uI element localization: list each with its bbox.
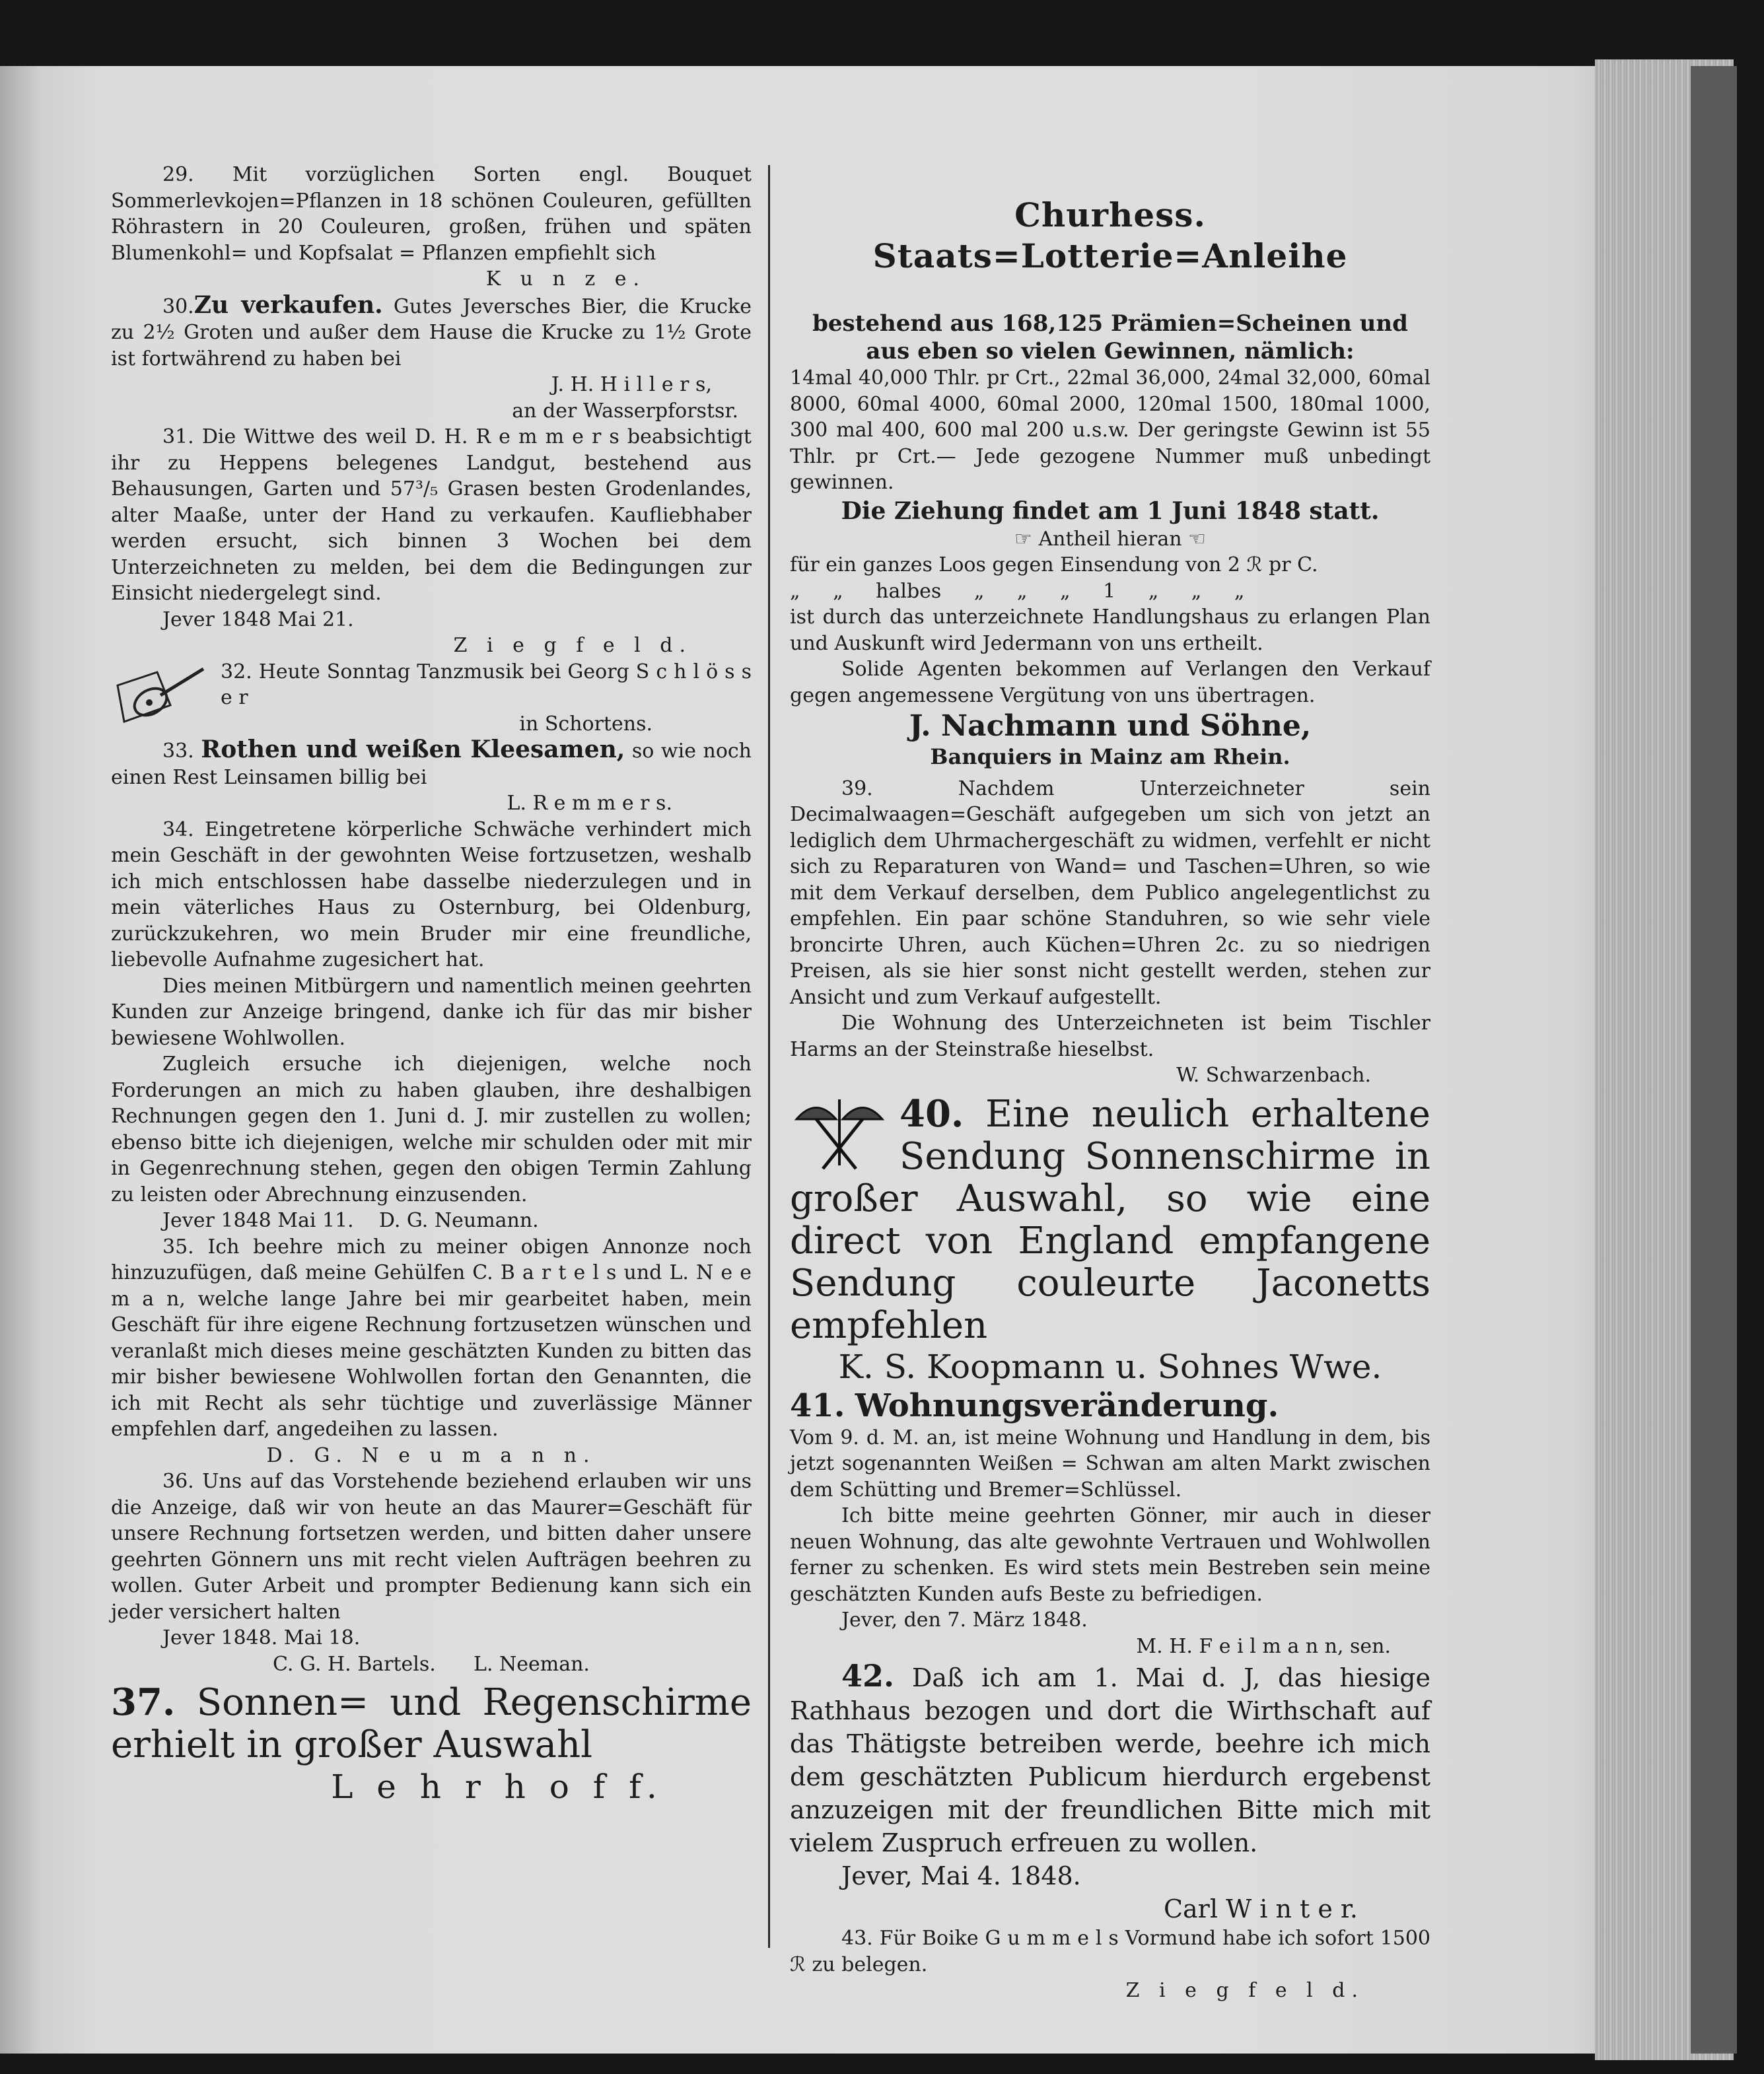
ad-39-paragraph-1: 39. Nachdem Unterzeichneter sein Decimalwaagen=Geschäft aufgegeben um sich von jetzt an lediglich dem Uhrmachergeschäft zu widmen, verfehlt er nicht sich zu Reparaturen von Wand= und Taschen=Uhren, so wie mit dem Verkauf derselben, dem Publico angelegentlichst zu empfehlen. Ein paar schöne Standuhren, so wie sehr viele broncirte Uhren, auch Küchen=Uhren 2c. zu so niedrigen Preisen, als sie hier sonst nicht gestellt werden, stehen zur Ansicht und zum Verkauf aufgestellt. <box>790 777 1430 1009</box>
ad-32-text: 32. Heute Sonntag Tanzmusik bei Georg S c h l ö s s e r <box>221 660 752 709</box>
ad-31-signature: Z i e g f e l d. <box>453 634 692 657</box>
ad-43: 43. Für Boike G u m m e l s Vormund habe ich sofort 1500 ℛ zu belegen. <box>790 1927 1430 1976</box>
parasol-icon <box>790 1093 889 1172</box>
lottery-subtitle-2: aus eben so vielen Gewinnen, nämlich: <box>866 338 1355 364</box>
ad-36: 36. Uns auf das Vorstehende beziehend erlauben wir uns die Anzeige, daß wir von heute an das Maurer=Geschäft für unsere Rechnung fortsetzen werden, und bitten daher unsere geehrten Gönnern uns mit recht vielen Aufträgen beehren zu wollen. Guter Arbeit und prompter Bedienung kann sich ein jeder versichert halten <box>111 1470 752 1624</box>
ad-31-date: Jever 1848 Mai 21. <box>162 607 354 631</box>
lottery-line-2: „ „ halbes „ „ „ 1 „ „ „ <box>790 579 1245 603</box>
lottery-draw-date: Die Ziehung findet am 1 Juni 1848 statt. <box>841 497 1380 525</box>
lottery-bank: Banquiers in Mainz am Rhein. <box>930 744 1290 769</box>
ad-33-number: 33. <box>162 740 194 763</box>
ad-41-heading-line <box>790 1387 1430 1425</box>
ad-33-heading: Rothen und weißen Kleesamen, <box>201 736 625 763</box>
ad-42-date: Jever, Mai 4. 1848. <box>841 1861 1081 1890</box>
ad-33-signature: L. R e m m e r s. <box>507 792 672 815</box>
ad-41-paragraph-1: Vom 9. d. M. an, ist meine Wohnung und Handlung in dem, bis jetzt sogenannten Weißen = Schwan am alten Markt zwischen dem Schütting und Bremer=Schlüssel. <box>790 1426 1430 1502</box>
ad-41-heading: Wohnungsveränderung. <box>855 1387 1279 1424</box>
ad-34-paragraph-3: Zugleich ersuche ich diejenigen, welche noch Forderungen an mich zu haben glauben, ihre deshalbigen Rechnungen gegen den 1. Juni d. J. mir zustellen zu wollen; ebenso bitte ich diejenigen, welche mir schulden oder mit mir in Gegenrechnung stehen, gegen den obigen Termin Zahlung zu leisten oder Abrechnung einzusenden. <box>111 1053 752 1206</box>
ad-40 <box>790 1093 1430 1347</box>
ad-41-signature: M. H. F e i l m a n n, sen. <box>1136 1634 1391 1658</box>
ad-30-signature-name: J. H. H i l l e r s, <box>551 373 712 396</box>
lottery-line-3: ist durch das unterzeichnete Handlungshaus zu erlangen Plan und Auskunft wird Jedermann von uns ertheilt. <box>790 605 1430 655</box>
lottery-title: Churhess. Staats=Lotterie=Anleihe <box>872 195 1348 275</box>
ad-30 <box>111 293 752 372</box>
ad-34-date: Jever 1848 Mai 11. <box>162 1209 354 1232</box>
ad-32 <box>111 659 752 738</box>
ad-42-number: 42. <box>841 1658 895 1694</box>
ad-29: 29. Mit vorzüglichen Sorten engl. Bouquet Sommerlevkojen=Pflanzen in 18 schönen Couleuren, gefüllten Röhrastern in 20 Couleuren, großen, frühen und späten Blumenkohl= und Kopfsalat = Pflanzen empfiehlt sich <box>111 163 752 265</box>
ad-36-date: Jever 1848. Mai 18. <box>162 1626 361 1649</box>
ad-29-signature: K u n z e. <box>485 267 646 291</box>
ad-30-heading: Zu verkaufen. <box>194 291 383 319</box>
ad-37-signature: L e h r h o f f. <box>331 1768 664 1806</box>
lottery-share: ☞ Antheil hieran ☜ <box>1014 527 1206 551</box>
ad-41-paragraph-2: Ich bitte meine geehrten Gönner, mir auch in dieser neuen Wohnung, das alte gewohnte Vertrauen und Wohlwollen ferner zu schenken. Es wird stets mein Bestreben sein meine geschätzten Kunden aufs Beste zu befriedigen. <box>790 1504 1430 1606</box>
lottery-subtitle-1: bestehend aus 168,125 Prämien=Scheinen und <box>812 310 1408 337</box>
ad-43-signature: Z i e g f e l d. <box>1125 1979 1364 2002</box>
ad-36-signature: C. G. H. Bartels. L. Neeman. <box>273 1652 590 1676</box>
ad-34-paragraph-2: Dies meinen Mitbürgern und namentlich meinen geehrten Kunden zur Anzeige bringend, danke ich für das mir bisher bewiesene Wohlwollen. <box>111 974 752 1050</box>
ad-42-signature: Carl W i n t e r. <box>1163 1894 1358 1923</box>
ad-34-signature: D. G. Neumann. <box>378 1209 539 1232</box>
ad-34-paragraph-1: 34. Eingetretene körperliche Schwäche verhindert mich mein Geschäft in der gewohnten Weise fortzusetzen, weshalb ich mich entschlossen habe dasselbe niederzulegen und in mein väterliches Haus zu Osternburg, bei Oldenburg, zurückzukehren, wo mein Bruder mir eine freundliche, liebevolle Aufnahme zugesichert hat. <box>111 817 752 971</box>
ad-41-number: 41. <box>790 1387 845 1424</box>
lottery-line-4: Solide Agenten bekommen auf Verlangen den Verkauf gegen angemessene Vergütung von uns übertragen. <box>790 658 1430 707</box>
lottery-line-1: für ein ganzes Loos gegen Einsendung von 2 ℛ pr C. <box>790 553 1318 576</box>
ad-35-signature: D. G. N e u m a n n. <box>266 1443 596 1467</box>
ad-32-place: in Schortens. <box>519 712 653 736</box>
ad-40-body: Eine neulich erhaltene Sendung Sonnenschirme in großer Auswahl, so wie eine direct von England empfangene Sendung couleurte Jaconetts empfehlen <box>790 1092 1430 1347</box>
ad-31: 31. Die Wittwe des weil D. H. R e m m e r s beabsichtigt ihr zu Heppens belegenes Landgut, bestehend aus Behausungen, Garten und 57³/₅ Grasen besten Grodenlandes, alter Maaße, unter der Hand zu verkaufen. Kaufliebhaber werden ersucht, sich binnen 3 Wochen bei dem Unterzeichneten zu melden, bei dem die Bedingungen zur Einsicht niedergelegt sind. <box>111 425 752 605</box>
ad-37-text: Sonnen= und Regenschirme erhielt in großer Auswahl <box>111 1681 752 1766</box>
ad-37-number: 37. <box>111 1680 176 1724</box>
ad-41-date: Jever, den 7. März 1848. <box>841 1608 1088 1632</box>
book-cover-edge <box>1691 66 1737 2054</box>
left-column <box>111 162 752 1807</box>
ad-42 <box>790 1659 1430 1859</box>
ad-30-number: 30. <box>162 294 194 318</box>
ad-33-text: so wie noch einen Rest Leinsamen billig bei <box>111 740 752 789</box>
right-column <box>790 162 1430 2004</box>
ad-40-signature: K. S. Koopmann u. Sohnes Wwe. <box>838 1347 1382 1386</box>
ad-37 <box>111 1681 752 1766</box>
ad-30-text: Gutes Jeversches Bier, die Krucke zu 2½ Groten und außer dem Hause die Krucke zu 1½ Grote ist fortwährend zu haben bei <box>111 294 752 370</box>
ad-40-number: 40. <box>900 1092 964 1136</box>
ad-39-signature: W. Schwarzenbach. <box>1176 1064 1371 1087</box>
ad-42-text: Daß ich am 1. Mai d. J, das hiesige Rathhaus bezogen und dort die Wirthschaft auf das Thätigste betreiben werde, beehre ich mich dem geschätzten Publicum hierdurch ergebenst anzuzeigen mit der freundlichen Bitte mich mit vielem Zuspruch erfreuen zu wollen. <box>790 1663 1430 1857</box>
lottery-firm: J. Nachmann und Söhne, <box>909 709 1312 743</box>
ad-34-date-signature <box>111 1208 752 1234</box>
column-divider <box>768 165 770 1948</box>
ad-39-paragraph-2: Die Wohnung des Unterzeichneten ist beim Tischler Harms an der Steinstraße hieselbst. <box>790 1012 1430 1061</box>
guitar-icon <box>111 659 210 732</box>
lottery-prizes: 14mal 40,000 Thlr. pr Crt., 22mal 36,000, 24mal 32,000, 60mal 8000, 60mal 4000, 60mal 2000, 120mal 1500, 180mal 1000, 300 mal 400, 600 mal 200 u.s.w. Der geringste Gewinn ist 55 Thlr. pr Crt.— Jede gezogene Nummer muß unbedingt gewinnen. <box>790 366 1430 494</box>
ad-35: 35. Ich beehre mich zu meiner obigen Annonze noch hinzuzufügen, daß meine Gehülfen C. B a r t e l s und L. N e e m a n, welche lange Jahre bei mir gearbeitet haben, mein Geschäft für ihre eigene Rechnung fortzusetzen wünschen und veranlaßt mich dieses meine geschätzten Kunden zu bitten das mir bisher bewiesene Wohlwollen fortan den Genannten, die ich mit Recht als sehr tüchtige und zuverlässige Männer empfehlen darf, angedeihen zu lassen. <box>111 1235 752 1441</box>
ad-30-signature-address: an der Wasserpforstsr. <box>512 399 738 423</box>
ad-33 <box>111 737 752 790</box>
